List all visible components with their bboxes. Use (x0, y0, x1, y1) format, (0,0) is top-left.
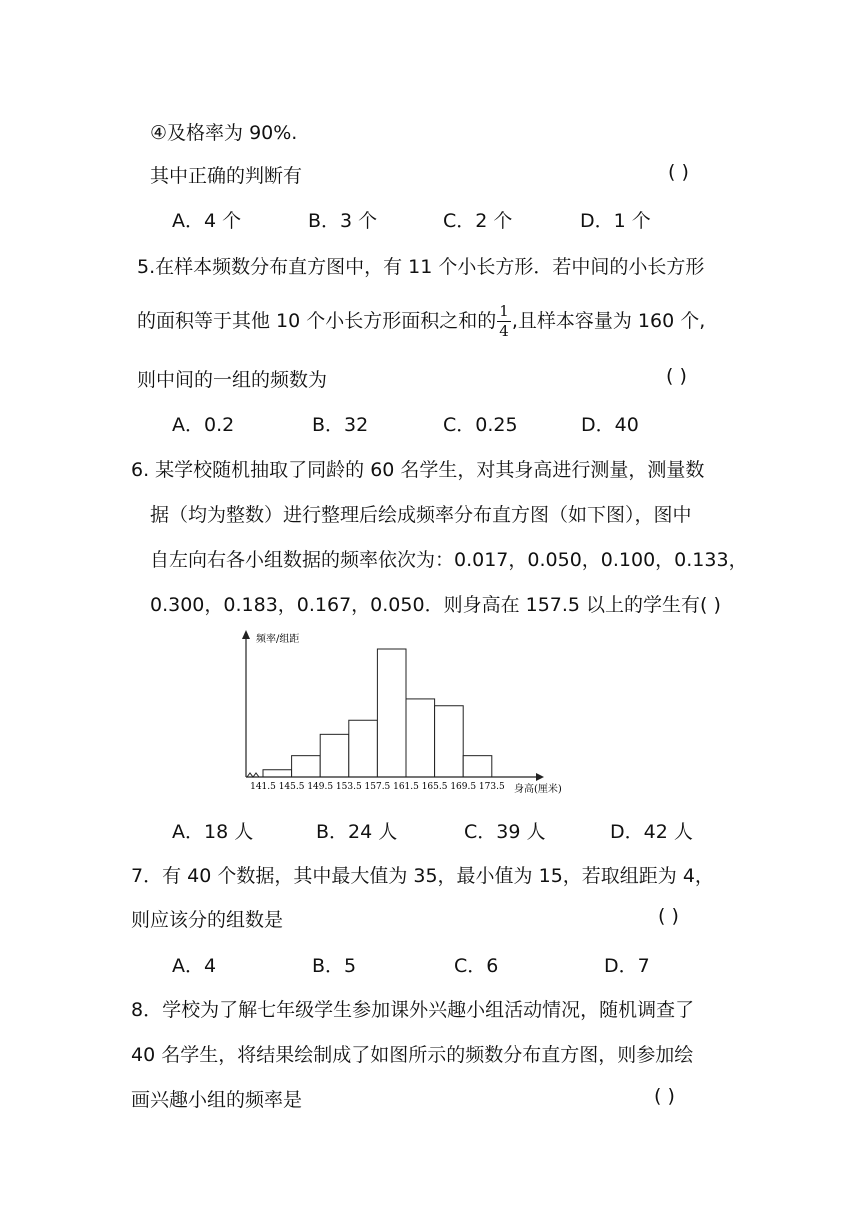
q6-option-c: C．39 人 (464, 821, 546, 843)
histogram-bar-3 (320, 734, 349, 777)
q7-option-c: C．6 (454, 955, 499, 977)
histogram-bar-7 (435, 706, 464, 777)
histogram-tick-labels (250, 782, 505, 792)
histogram-bar-6 (406, 699, 435, 777)
q6-line4: 0.300，0.183，0.167，0.050．则身高在 157.5 以上的学生有( ) (150, 594, 721, 616)
q5-line2-post: ,且样本容量为 160 个, (511, 310, 706, 332)
x-tick-label: 165.5 (421, 782, 448, 792)
height-frequency-histogram (236, 627, 576, 799)
q6-option-d: D．42 人 (610, 821, 693, 843)
q5-line1: 5.在样本频数分布直方图中，有 11 个小长方形．若中间的小长方形 (137, 256, 705, 278)
x-tick-label: 149.5 (307, 782, 334, 792)
histogram-bar-2 (292, 756, 321, 777)
x-tick-label: 141.5 (250, 782, 276, 792)
q5-line3: 则中间的一组的频数为 (137, 369, 328, 391)
q7-option-b: B．5 (312, 955, 357, 977)
q4-item4: ④及格率为 90%. (150, 122, 298, 144)
q4-option-a: A．4 个 (172, 210, 242, 232)
q8-line2: 40 名学生，将结果绘制成了如图所示的频数分布直方图，则参加绘 (131, 1044, 694, 1066)
q5-option-a: A．0.2 (172, 414, 235, 436)
x-tick-label: 161.5 (393, 782, 419, 792)
q5-line2-pre: 的面积等于其他 10 个小长方形面积之和的 (137, 310, 497, 332)
q4-option-c: C．2 个 (443, 210, 513, 232)
q6-line1: 6. 某学校随机抽取了同龄的 60 名学生，对其身高进行测量，测量数 (131, 459, 705, 481)
q6-line3: 自左向右各小组数据的频率依次为：0.017，0.050，0.100，0.133， (150, 549, 748, 571)
q5-option-d: D．40 (581, 414, 639, 436)
q7-answer-paren: ( ) (658, 905, 679, 927)
q7-line2: 则应该分的组数是 (131, 909, 284, 931)
q8-line3: 画兴趣小组的频率是 (131, 1089, 303, 1111)
q7-line1: 7．有 40 个数据，其中最大值为 35，最小值为 15，若取组距为 4， (131, 865, 714, 887)
q5-fraction-numerator: 1 (499, 302, 509, 320)
x-tick-label: 173.5 (478, 782, 505, 792)
q7-option-d: D．7 (604, 955, 650, 977)
q5-fraction (497, 304, 511, 339)
q5-answer-paren: ( ) (666, 365, 687, 387)
x-tick-label: 145.5 (278, 782, 305, 792)
q4-answer-paren: ( ) (668, 161, 689, 183)
q5-line2 (137, 298, 705, 344)
histogram-bar-8 (463, 756, 492, 777)
x-tick-label: 157.5 (364, 782, 391, 792)
histogram-bar-4 (349, 720, 378, 777)
histogram-bar-1 (263, 770, 292, 777)
histogram-bars (247, 649, 492, 777)
y-axis-arrow (242, 630, 250, 639)
q8-answer-paren: ( ) (654, 1085, 675, 1107)
q5-fraction-denominator: 4 (499, 322, 509, 340)
q5-option-c: C．0.25 (443, 414, 518, 436)
x-axis-label: 身高(厘米) (514, 784, 562, 795)
histogram-bar-5 (377, 649, 406, 777)
q6-option-b: B．24 人 (316, 821, 398, 843)
q4-option-d: D．1 个 (580, 210, 651, 232)
q4-option-b: B．3 个 (308, 210, 378, 232)
x-tick-label: 169.5 (450, 782, 477, 792)
q6-line2: 据（均为整数）进行整理后绘成频率分布直方图（如下图），图中 (150, 504, 692, 526)
y-axis-label: 频率/组距 (256, 634, 300, 645)
q8-line1: 8．学校为了解七年级学生参加课外兴趣小组活动情况，随机调查了 (131, 999, 695, 1021)
x-tick-label: 153.5 (335, 782, 362, 792)
x-axis-arrow (536, 773, 544, 781)
q7-option-a: A．4 (172, 955, 217, 977)
q5-option-b: B．32 (312, 414, 369, 436)
q4-prompt: 其中正确的判断有 (150, 165, 303, 187)
q6-option-a: A．18 人 (172, 821, 254, 843)
